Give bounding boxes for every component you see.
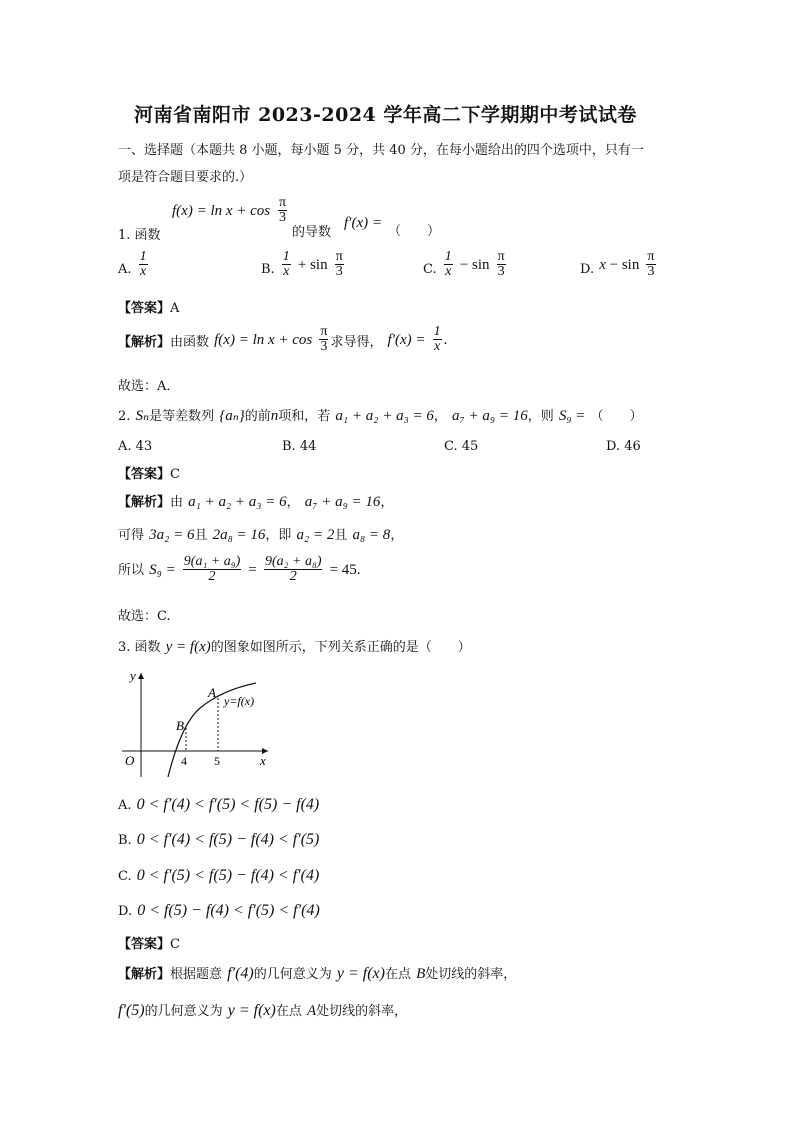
analysis-text: 的几何意义为 bbox=[253, 967, 332, 982]
option-text: 0 < f′(4) < f′(5) < f(5) − f(4) bbox=[136, 796, 320, 813]
analysis-derivative: f′(5) bbox=[118, 1002, 145, 1019]
q1-function: f(x) = ln x + cos bbox=[172, 203, 271, 219]
fraction-denominator: 3 bbox=[335, 264, 343, 279]
fraction-numerator: 1 bbox=[444, 249, 452, 264]
q1-option-b: $_{B.}$ $\frac{1}{x}$ + sin $\frac{\pi}{3}$ bbox=[261, 249, 343, 279]
q2-s9: S₉ = bbox=[558, 408, 586, 424]
q1-pick: 故选：A． bbox=[118, 379, 180, 394]
answer-value: C bbox=[170, 467, 180, 482]
analysis-text: ，即 bbox=[265, 528, 292, 543]
section-line-2: 项是符合题目要求的.） bbox=[118, 170, 253, 185]
answer-value: A bbox=[170, 301, 180, 316]
fraction-denominator: x bbox=[445, 264, 452, 279]
q3-stem bbox=[118, 636, 471, 656]
q2-number: 2. bbox=[118, 409, 131, 424]
q3-analysis-line-2 bbox=[118, 1000, 407, 1020]
fraction-numerator: π bbox=[335, 249, 343, 264]
analysis-text: 的几何意义为 bbox=[144, 1004, 223, 1019]
option-label: D. bbox=[580, 262, 595, 277]
analysis-derivative: f′(x) = bbox=[387, 332, 426, 348]
q1-stem bbox=[118, 195, 441, 243]
q2-sequence: {aₙ} bbox=[219, 408, 245, 424]
analysis-text: 在点 bbox=[275, 1004, 302, 1019]
analysis-function: y = f(x) bbox=[336, 965, 385, 982]
fraction-denominator: x bbox=[140, 264, 147, 279]
fraction-denominator: 3 bbox=[279, 210, 287, 225]
fraction-denominator: 3 bbox=[647, 264, 655, 279]
analysis-eq: a₂ = 2 bbox=[296, 527, 335, 543]
q2-option-c: C. 45 bbox=[444, 439, 479, 454]
option-text: 0 < f′(5) < f(5) − f(4) < f′(4) bbox=[136, 867, 320, 884]
analysis-eq: 3a₂ = 6 bbox=[149, 527, 195, 543]
q3-text: 的图象如图所示，下列关系正确的是（ ） bbox=[210, 640, 471, 655]
option-label: A. bbox=[118, 798, 132, 813]
q1-number: 1. 函数 bbox=[118, 228, 161, 243]
tick-4: 4 bbox=[181, 754, 187, 768]
q1-derivative: f′(x) = bbox=[344, 215, 382, 231]
option-label: A. bbox=[118, 262, 132, 277]
analysis-text: 处切线的斜率， bbox=[425, 967, 517, 982]
q1-option-c: $_{C.}$ $\frac{1}{x}$ − sin $\frac{\pi}{3}$ bbox=[423, 249, 505, 279]
answer-value: C bbox=[170, 937, 180, 952]
answer-tag: 【答案】 bbox=[118, 937, 171, 952]
q1-paren: （ ） bbox=[388, 224, 441, 239]
analysis-tag: 【解析】 bbox=[118, 495, 171, 510]
analysis-pi-over-3 bbox=[319, 325, 328, 354]
q2-analysis-line-1: 【解析】由 a₁ + a₂ + a₃ = 6， a₇ + a₉ = 16， bbox=[118, 494, 394, 510]
analysis-fraction-1 bbox=[183, 555, 242, 584]
analysis-function: f(x) = ln x + cos bbox=[214, 332, 313, 348]
option-label: B. bbox=[261, 262, 275, 277]
q2-n: n bbox=[270, 408, 279, 424]
fraction-denominator: 2 bbox=[208, 569, 216, 584]
option-label: C. bbox=[423, 262, 437, 277]
fraction-numerator: 9(a₁ + a₉) bbox=[183, 554, 241, 569]
origin-label: O bbox=[125, 753, 135, 768]
analysis-text: 所以 bbox=[118, 563, 145, 578]
q2-option-b: B. 44 bbox=[282, 439, 317, 454]
analysis-derivative: f′(4) bbox=[227, 965, 254, 982]
fraction-numerator: 1 bbox=[433, 324, 441, 339]
q1-pi-over-3 bbox=[278, 196, 287, 225]
option-label: C. bbox=[118, 869, 132, 884]
analysis-text: 处切线的斜率， bbox=[316, 1004, 408, 1019]
q1-answer bbox=[118, 297, 179, 316]
option-label: D. bbox=[118, 904, 133, 919]
fraction-denominator: 3 bbox=[497, 264, 505, 279]
analysis-text: 在点 bbox=[384, 967, 411, 982]
answer-tag: 【答案】 bbox=[118, 301, 171, 316]
option-text: 0 < f(5) − f(4) < f′(5) < f′(4) bbox=[137, 902, 320, 919]
fraction-numerator: π bbox=[320, 324, 328, 339]
analysis-result: = 45. bbox=[329, 562, 361, 578]
q3-number: 3. 函数 bbox=[118, 640, 161, 655]
analysis-text: 根据题意 bbox=[170, 967, 223, 982]
q3-option-c bbox=[118, 865, 319, 885]
q2-option-a: A. 43 bbox=[118, 439, 153, 454]
q3-graph bbox=[118, 665, 278, 780]
q2-analysis-line-3: 所以 S₉ = $\frac{\text{9(a₁ + a₉)}}{2}$ = $\frac{\text{9(a₂ + a₈)}}{2}$ = 45. bbox=[118, 554, 361, 584]
q3-option-a bbox=[118, 794, 319, 814]
analysis-s9: S₉ = bbox=[149, 562, 176, 578]
option-text: 0 < f′(4) < f(5) − f(4) < f′(5) bbox=[136, 831, 320, 848]
q2-text: 项和，若 bbox=[278, 409, 331, 424]
fraction-denominator: 3 bbox=[320, 339, 328, 354]
analysis-eq: a₁ + a₂ + a₃ = 6 bbox=[188, 494, 287, 510]
q2-text: 的前 bbox=[244, 409, 271, 424]
analysis-text: 由函数 bbox=[170, 335, 210, 350]
q2-paren: （ ） bbox=[590, 409, 643, 424]
q2-pick: 故选：C. bbox=[118, 609, 171, 624]
q2-stem: 2. Sₙ是等差数列 {aₙ}的前n项和，若 a₁ + a₂ + a₃ = 6， a₇ + a₉ = 16，则 S₉ = （ ） bbox=[118, 408, 643, 424]
x-label: x bbox=[260, 753, 266, 768]
analysis-text: 求导得， bbox=[330, 335, 383, 350]
page-title: 河南省南阳市 2023-2024 学年高二下学期期中考试试卷 bbox=[134, 104, 637, 126]
q1-text: 的导数 bbox=[292, 225, 332, 240]
option-pi-over-3 bbox=[646, 250, 655, 279]
analysis-point: B bbox=[416, 966, 426, 982]
curve-label: y=f(x) bbox=[224, 694, 255, 708]
option-formula bbox=[444, 250, 453, 279]
q1-option-d: $_{D.}$ x − sin $\frac{\pi}{3}$ bbox=[580, 249, 655, 279]
option-pi-over-3 bbox=[497, 250, 506, 279]
analysis-function: y = f(x) bbox=[227, 1002, 276, 1019]
q3-answer bbox=[118, 933, 180, 952]
option-formula bbox=[139, 250, 148, 279]
q2-option-d: D. 46 bbox=[606, 439, 641, 454]
q2-answer bbox=[118, 463, 180, 482]
option-pi-over-3 bbox=[335, 250, 344, 279]
option-formula bbox=[282, 250, 291, 279]
analysis-tag: 【解析】 bbox=[118, 967, 171, 982]
q2-eq1: a₁ + a₂ + a₃ = 6 bbox=[335, 408, 434, 424]
analysis-text: 且 bbox=[334, 528, 348, 543]
fraction-denominator: 2 bbox=[289, 569, 297, 584]
q2-analysis-line-2: 可得 3a₂ = 6且 2a₈ = 16，即 a₂ = 2且 a₈ = 8， bbox=[118, 527, 404, 543]
q3-analysis-line-1 bbox=[118, 963, 516, 983]
q2-text: 是等差数列 bbox=[149, 409, 215, 424]
q3-option-b bbox=[118, 829, 319, 849]
answer-tag: 【答案】 bbox=[118, 467, 171, 482]
point-b-label: B bbox=[176, 718, 184, 733]
fraction-numerator: 1 bbox=[139, 249, 147, 264]
analysis-tag: 【解析】 bbox=[118, 335, 171, 350]
fraction-denominator: x bbox=[283, 264, 290, 279]
analysis-eq: a₈ = 8 bbox=[352, 527, 391, 543]
analysis-result bbox=[433, 325, 442, 354]
analysis-text: 由 bbox=[170, 495, 184, 510]
fraction-numerator: 1 bbox=[282, 249, 290, 264]
fraction-numerator: π bbox=[497, 249, 505, 264]
q1-option-a bbox=[118, 250, 150, 279]
q2-text: ，则 bbox=[527, 409, 554, 424]
q3-option-d bbox=[118, 900, 320, 920]
section-line-1: 一、选择题（本题共 8 小题，每小题 5 分，共 40 分，在每小题给出的四个选项中，只有一 bbox=[118, 143, 644, 158]
q1-analysis: 【解析】由函数 f(x) = ln x + cos $\frac{\pi}{3}$ 求导得， f′(x) = $\frac{1}{x}$ . bbox=[118, 324, 448, 354]
fraction-denominator: x bbox=[434, 339, 441, 354]
point-a-label: A bbox=[208, 685, 216, 700]
option-label: B. bbox=[118, 833, 132, 848]
tick-5: 5 bbox=[214, 754, 220, 768]
q2-sn: Sₙ bbox=[135, 408, 150, 424]
q2-eq2: a₇ + a₉ = 16 bbox=[452, 408, 528, 424]
analysis-fraction-2 bbox=[264, 555, 323, 584]
y-label: y bbox=[130, 668, 136, 683]
fraction-numerator: π bbox=[647, 249, 655, 264]
analysis-text: 且 bbox=[194, 528, 208, 543]
analysis-text: 可得 bbox=[118, 528, 145, 543]
fraction-numerator: π bbox=[279, 195, 287, 210]
analysis-point: A bbox=[306, 1003, 317, 1019]
fraction-numerator: 9(a₂ + a₈) bbox=[264, 554, 322, 569]
q3-function: y = f(x) bbox=[165, 639, 211, 655]
analysis-eq: 2a₈ = 16 bbox=[212, 527, 266, 543]
analysis-eq: a₇ + a₉ = 16 bbox=[304, 494, 381, 510]
